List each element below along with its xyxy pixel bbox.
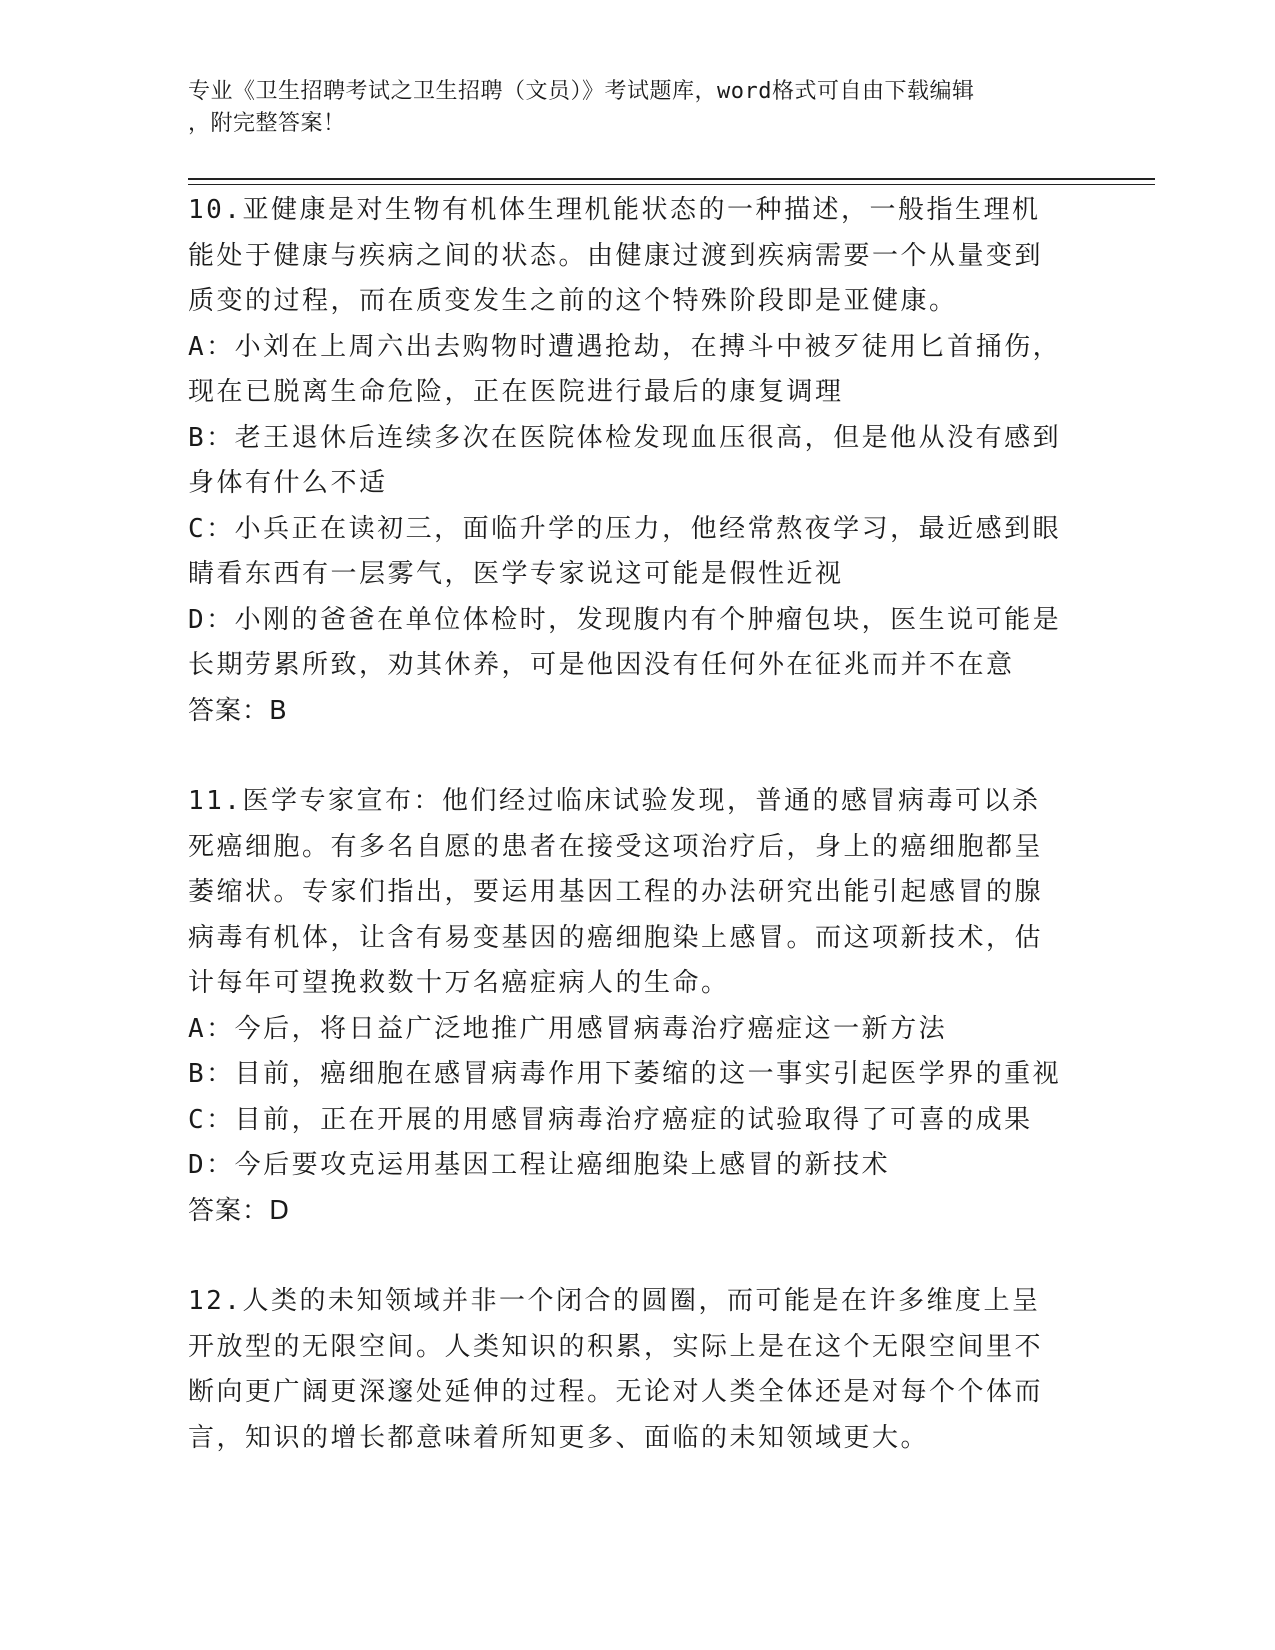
question-10 <box>188 188 1068 734</box>
header-line-2: ，附完整答案！ <box>188 111 346 136</box>
question-stem: 12.人类的未知领域并非一个闭合的圆圈，而可能是在许多维度上呈开放型的无限空间。人类知识的积累，实际上是在这个无限空间里不断向更广阔更深邃处延伸的过程。无论对人类全体还是对每个个体而言，知识的增长都意味着所知更多、面临的未知领域更大。 <box>188 1286 1044 1453</box>
option-d: D：小刚的爸爸在单位体检时，发现腹内有个肿瘤包块，医生说可能是长期劳累所致，劝其休养，可是他因没有任何外在征兆而并不在意 <box>188 604 1062 680</box>
answer-label: 答案：D <box>188 1195 291 1226</box>
option-d: D：今后要攻克运用基因工程让癌细胞染上感冒的新技术 <box>188 1150 891 1180</box>
option-a: A：今后，将日益广泛地推广用感冒病毒治疗癌症这一新方法 <box>188 1013 948 1044</box>
page-header <box>188 76 1088 140</box>
option-b: B：目前，癌细胞在感冒病毒作用下萎缩的这一事实引起医学界的重视 <box>188 1059 1062 1089</box>
question-stem: 10.亚健康是对生物有机体生理机能状态的一种描述，一般指生理机能处于健康与疾病之间的状态。由健康过渡到疾病需要一个从量变到质变的过程，而在质变发生之前的这个特殊阶段即是亚健康。 <box>188 195 1044 316</box>
answer-label: 答案：B <box>188 695 288 726</box>
header-line-1: 专业《卫生招聘考试之卫生招聘（文员）》考试题库，word格式可自由下载编辑 <box>188 79 975 104</box>
option-b: B：老王退休后连续多次在医院体检发现血压很高，但是他从没有感到身体有什么不适 <box>188 422 1062 498</box>
question-11 <box>188 779 1068 1234</box>
option-c: C：小兵正在读初三，面临升学的压力，他经常熬夜学习，最近感到眼睛看东西有一层雾气，医学专家说这可能是假性近视 <box>188 513 1062 589</box>
question-12 <box>188 1279 1068 1461</box>
question-stem: 11.医学专家宣布：他们经过临床试验发现，普通的感冒病毒可以杀死癌细胞。有多名自愿的患者在接受这项治疗后，身上的癌细胞都呈萎缩状。专家们指出，要运用基因工程的办法研究出能引起感冒的腺病毒有机体，让含有易变基因的癌细胞染上感冒。而这项新技术，估计每年可望挽救数十万名癌症病人的生命。 <box>188 786 1044 998</box>
option-c: C：目前，正在开展的用感冒病毒治疗癌症的试验取得了可喜的成果 <box>188 1104 1033 1135</box>
header-divider-thick <box>188 178 1155 180</box>
header-divider-thin <box>188 184 1155 185</box>
option-a: A：小刘在上周六出去购物时遭遇抢劫，在搏斗中被歹徒用匕首捅伤，现在已脱离生命危险，正在医院进行最后的康复调理 <box>188 331 1062 407</box>
question-list <box>188 188 1068 1506</box>
